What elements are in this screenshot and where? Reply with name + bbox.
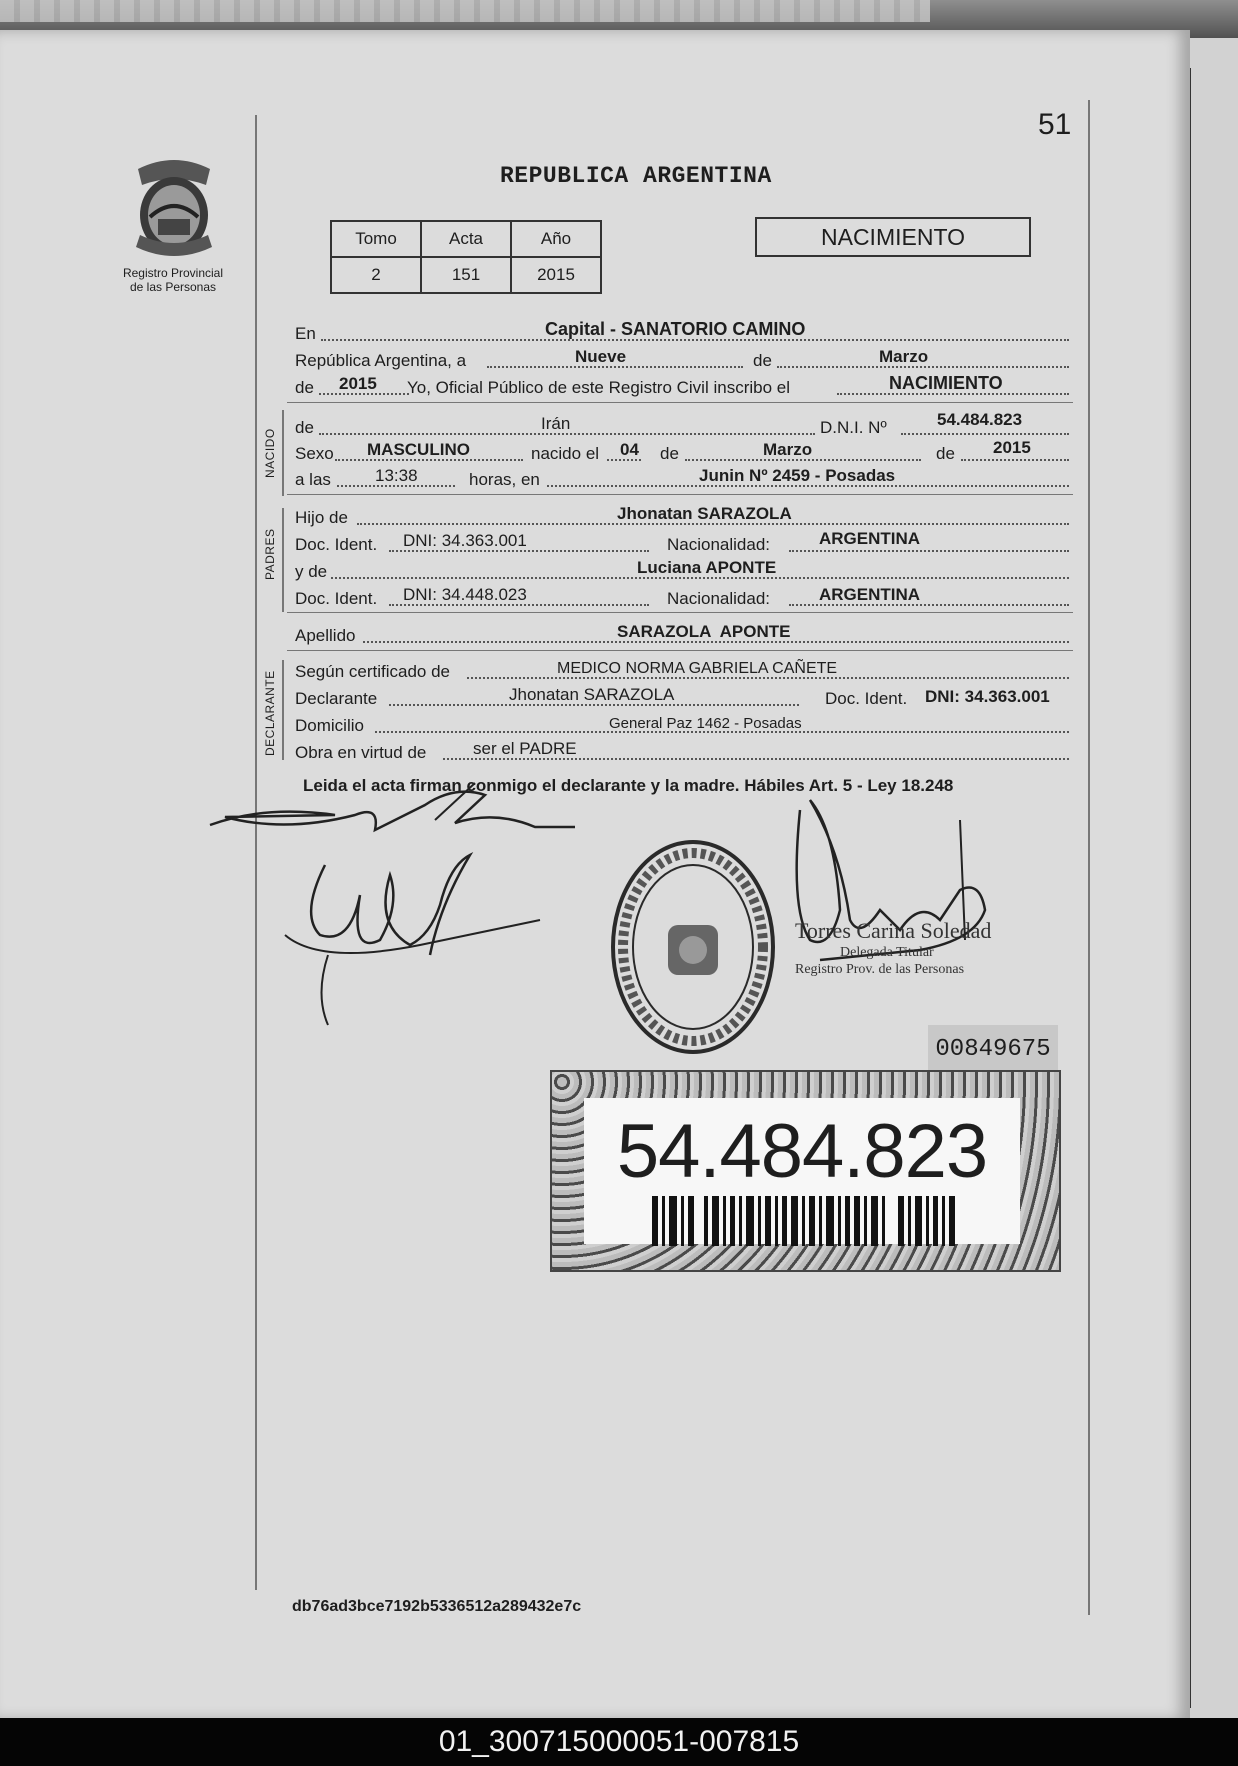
label-a-las: a las xyxy=(295,470,331,489)
next-page-edge xyxy=(1182,38,1238,1718)
label-de: de xyxy=(295,378,314,397)
official-round-seal-icon xyxy=(608,835,778,1060)
barcode-sticker xyxy=(550,1070,1061,1272)
background-paper-edge xyxy=(0,0,930,22)
logo-caption-line1: Registro Provincial xyxy=(122,266,224,280)
line-republica xyxy=(295,347,1072,373)
official-name: Torres Carina Soledad xyxy=(795,918,992,943)
value-certificado: MEDICO NORMA GABRIELA CAÑETE xyxy=(557,660,838,677)
document-hash: db76ad3bce7192b5336512a289432e7c xyxy=(292,1598,582,1615)
line-declarante xyxy=(295,685,1072,711)
line-domicilio xyxy=(295,712,1072,738)
section-label-declarante: DECLARANTE xyxy=(263,670,277,756)
line-madre-doc xyxy=(295,585,1072,611)
value-madre-doc: DNI: 34.448.023 xyxy=(403,585,527,604)
value-dia-nacimiento: 04 xyxy=(620,440,639,459)
section-separator xyxy=(287,494,1073,495)
official-title: Delegada Titular xyxy=(840,945,934,960)
value-domicilio: General Paz 1462 - Posadas xyxy=(609,715,802,732)
value-tomo: 2 xyxy=(331,257,421,293)
value-nombre: Irán xyxy=(541,414,571,433)
record-table xyxy=(330,220,602,294)
serial-number: 00849675 xyxy=(928,1025,1058,1075)
value-declarante-doc: DNI: 34.363.001 xyxy=(925,687,1050,706)
value-dia: Nueve xyxy=(575,347,627,366)
value-padre: Jhonatan SARAZOLA xyxy=(617,504,792,523)
label-oficial: Yo, Oficial Público de este Registro Civil inscribo el xyxy=(407,378,790,397)
record-table-header-row xyxy=(331,221,601,257)
line-obra-en-virtud xyxy=(295,739,1072,765)
value-anio-nacimiento: 2015 xyxy=(993,438,1031,457)
label-de: de xyxy=(753,351,772,370)
value-mes: Marzo xyxy=(879,347,929,366)
line-nacido-sexo xyxy=(295,440,1072,466)
value-anio: 2015 xyxy=(339,374,377,393)
label-doc-ident: Doc. Ident. xyxy=(295,589,378,608)
label-y-de: y de xyxy=(295,562,328,581)
value-lugar: Junin Nº 2459 - Posadas xyxy=(699,466,896,485)
value-obra: ser el PADRE xyxy=(473,739,577,758)
right-margin-line xyxy=(1088,100,1090,1615)
label-apellido: Apellido xyxy=(295,626,356,645)
label-en: En xyxy=(295,324,316,343)
line-oficial xyxy=(295,374,1072,400)
line-nacido-nombre xyxy=(295,410,1072,440)
label-nacionalidad: Nacionalidad: xyxy=(667,535,771,554)
dotted-rule xyxy=(789,550,1069,552)
line-padre-doc xyxy=(295,531,1072,557)
section-separator xyxy=(287,402,1073,403)
section-label-nacido: NACIDO xyxy=(263,428,277,478)
declarant-signature-2 xyxy=(280,845,550,1030)
section-bracket-declarante xyxy=(282,660,284,760)
line-y-de xyxy=(295,558,1072,584)
value-madre-nacionalidad: ARGENTINA xyxy=(819,585,921,604)
value-en: Capital - SANATORIO CAMINO xyxy=(545,319,806,339)
label-horas-en: horas, en xyxy=(469,470,540,489)
left-margin-line xyxy=(255,115,257,1590)
value-mes-nacimiento: Marzo xyxy=(763,440,813,459)
label-dni: D.N.I. Nº xyxy=(820,418,887,437)
label-republica: República Argentina, a xyxy=(295,351,467,370)
line-en xyxy=(295,320,1072,346)
label-nacionalidad: Nacionalidad: xyxy=(667,589,771,608)
section-bracket-padres xyxy=(282,508,284,612)
value-sexo: MASCULINO xyxy=(367,440,470,459)
value-anio: 2015 xyxy=(511,257,601,293)
misiones-coat-of-arms-icon xyxy=(128,155,220,267)
dotted-rule xyxy=(901,433,1069,435)
label-doc-ident: Doc. Ident. xyxy=(295,535,378,554)
header-tomo: Tomo xyxy=(331,221,421,257)
barcode-label xyxy=(584,1098,1020,1244)
label-hijo-de: Hijo de xyxy=(295,508,348,527)
declarant-signature-1 xyxy=(205,775,585,845)
label-domicilio: Domicilio xyxy=(295,716,364,735)
value-padre-doc: DNI: 34.363.001 xyxy=(403,531,527,550)
footer-id: 01_300715000051-007815 xyxy=(0,1718,1238,1766)
page-number: 51 xyxy=(1038,108,1072,141)
record-type-box: NACIMIENTO xyxy=(755,217,1031,257)
label-segun-certificado: Según certificado de xyxy=(295,662,450,681)
barcode-icon xyxy=(652,1196,958,1246)
value-acta: 151 xyxy=(421,257,511,293)
label-nacido-el: nacido el xyxy=(531,444,600,463)
logo-caption xyxy=(108,266,238,294)
official-office: Registro Prov. de las Personas xyxy=(795,962,965,977)
label-doc-ident: Doc. Ident. xyxy=(825,689,908,708)
logo-caption-line2: de las Personas xyxy=(129,280,217,294)
header-acta: Acta xyxy=(421,221,511,257)
header-anio: Año xyxy=(511,221,601,257)
value-inscripcion: NACIMIENTO xyxy=(889,373,1003,393)
section-bracket-nacido xyxy=(282,410,284,496)
line-segun-certificado xyxy=(295,658,1072,684)
label-sexo: Sexo xyxy=(295,444,334,463)
value-declarante: Jhonatan SARAZOLA xyxy=(509,685,675,704)
line-hijo-de xyxy=(295,504,1072,530)
section-separator xyxy=(287,612,1073,613)
label-de: de xyxy=(660,444,679,463)
record-table-value-row xyxy=(331,257,601,293)
document-title: REPUBLICA ARGENTINA xyxy=(500,163,772,189)
section-label-padres: PADRES xyxy=(263,528,277,580)
dotted-rule xyxy=(961,459,1069,461)
line-nacido-hora xyxy=(295,466,1072,492)
label-de: de xyxy=(295,418,314,437)
value-apellido: SARAZOLA APONTE xyxy=(617,622,791,641)
reading-statement: Leida el acta firman conmigo el declarante y la madre. Hábiles Art. 5 - Ley 18.248 xyxy=(303,776,954,795)
value-madre: Luciana APONTE xyxy=(637,558,777,577)
label-de: de xyxy=(936,444,955,463)
value-hora: 13:38 xyxy=(375,466,418,485)
value-padre-nacionalidad: ARGENTINA xyxy=(819,529,921,548)
barcode-number: 54.484.823 xyxy=(616,1109,988,1194)
line-apellido xyxy=(295,622,1072,648)
section-separator xyxy=(287,650,1073,651)
value-dni: 54.484.823 xyxy=(937,410,1023,429)
label-declarante: Declarante xyxy=(295,689,378,708)
label-obra-en-virtud: Obra en virtud de xyxy=(295,743,427,762)
